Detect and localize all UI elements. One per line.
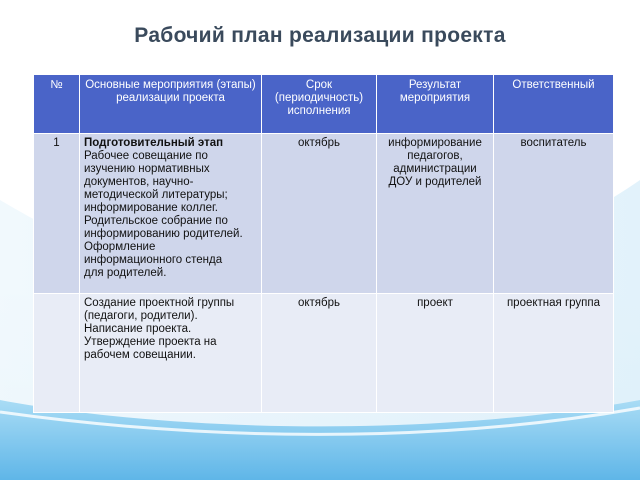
header-activities: Основные мероприятия (этапы) реализации проекта [80, 75, 262, 134]
header-result: Результат мероприятия [377, 75, 494, 134]
row-term: октябрь [262, 134, 377, 294]
table-header-row [34, 75, 614, 134]
header-number: № [34, 75, 80, 134]
row-term: октябрь [262, 294, 377, 413]
activity-line: документов, научно- [84, 176, 194, 188]
header-term: Срок (периодичность) исполнения [262, 75, 377, 134]
page-title: Рабочий план реализации проекта [134, 24, 506, 47]
activity-line: для родителей. [84, 267, 167, 279]
activity-line: (педагоги, родители). [84, 310, 198, 322]
activity-line: информационного стенда [84, 254, 223, 266]
row-responsible: воспитатель [494, 134, 614, 294]
activity-line: изучению нормативных [84, 163, 210, 175]
activity-line: Рабочее совещание по [84, 150, 208, 162]
activity-line: рабочем совещании. [84, 349, 196, 361]
row-responsible: проектная группа [494, 294, 614, 413]
activity-line: Написание проекта. [84, 323, 192, 335]
row-activities [80, 134, 262, 294]
row-activities [80, 294, 262, 413]
activity-line: информирование коллег. [84, 202, 218, 214]
activity-line: методической литературы; [84, 189, 228, 201]
activity-line: Создание проектной группы [84, 297, 235, 309]
activity-line: Утверждение проекта на [84, 336, 217, 348]
activity-line: информированию родителей. [84, 228, 243, 240]
header-responsible: Ответственный [494, 75, 614, 134]
project-plan-table [33, 74, 614, 413]
row-number: 1 [34, 134, 80, 294]
activity-line: Родительское собрание по [84, 215, 228, 227]
table-row [34, 294, 614, 413]
activity-line: Оформление [84, 241, 156, 253]
table-row [34, 134, 614, 294]
row-result: информирование педагогов, администрации ДОУ и родителей [377, 134, 494, 294]
row-number [34, 294, 80, 413]
stage-title: Подготовительный этап [84, 137, 224, 149]
row-result: проект [377, 294, 494, 413]
